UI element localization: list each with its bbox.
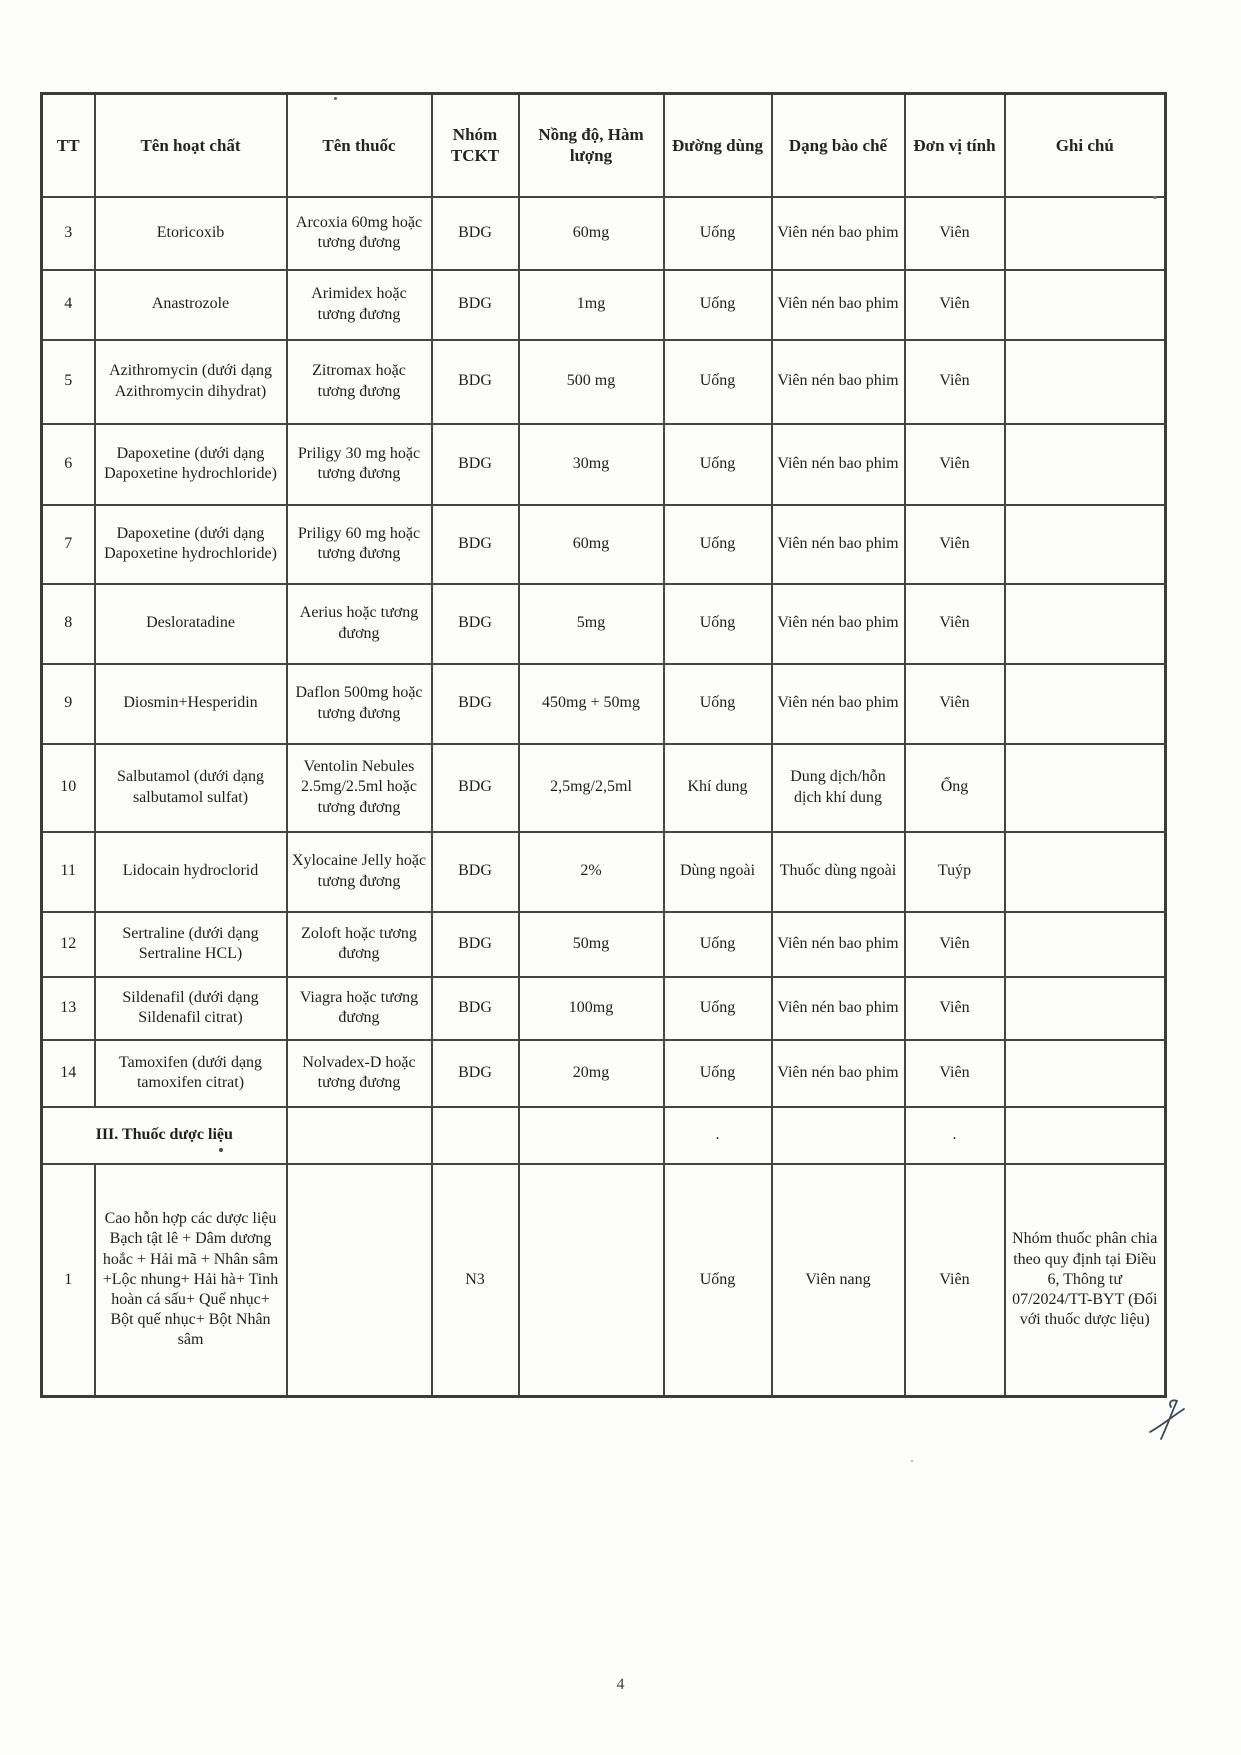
cell-ghi_chu [1005,664,1166,744]
cell-don_vi: Viên [905,584,1005,664]
cell-bao_che: Viên nén bao phim [772,1040,905,1107]
cell-tt: 3 [42,197,95,270]
cell-nhom: BDG [432,424,519,505]
cell-nong_do: 30mg [519,424,664,505]
table-row [42,584,1166,664]
cell-nong_do [519,1164,664,1397]
cell-don_vi: Tuýp [905,832,1005,912]
cell-bao_che: Viên nén bao phim [772,912,905,977]
cell-ten_thuoc: Arimidex hoặc tương đương [287,270,432,340]
cell-ten_thuoc [287,1164,432,1397]
cell-tt: 13 [42,977,95,1040]
table-row [42,1040,1166,1107]
cell-nhom: BDG [432,584,519,664]
cell-nhom: BDG [432,744,519,832]
table-row [42,505,1166,584]
cell-bao_che [772,1107,905,1164]
cell-tt: 5 [42,340,95,424]
cell-bao_che: Viên nang [772,1164,905,1397]
cell-ghi_chu: Nhóm thuốc phân chia theo quy định tại Điều 6, Thông tư 07/2024/TT-BYT (Đối với thuốc dược liệu) [1005,1164,1166,1397]
cell-don_vi: Viên [905,270,1005,340]
cell-duong_dung: Uống [664,197,772,270]
cell-hoat_chat: Lidocain hydroclorid [95,832,287,912]
cell-ghi_chu [1005,1107,1166,1164]
cell-ghi_chu [1005,197,1166,270]
cell-don_vi: Viên [905,340,1005,424]
cell-nong_do: 500 mg [519,340,664,424]
cell-nong_do: 20mg [519,1040,664,1107]
cell-don_vi: Viên [905,1040,1005,1107]
cell-bao_che: Viên nén bao phim [772,505,905,584]
cell-ghi_chu [1005,424,1166,505]
column-header-bao_che: Dạng bào chế [772,94,905,197]
cell-ten_thuoc: Xylocaine Jelly hoặc tương đương [287,832,432,912]
header-row [42,94,1166,197]
cell-ghi_chu [1005,505,1166,584]
scan-speck [911,1460,913,1462]
cell-nhom: BDG [432,912,519,977]
cell-tt: 9 [42,664,95,744]
cell-tt: 1 [42,1164,95,1397]
cell-duong_dung: Uống [664,664,772,744]
table-row [42,832,1166,912]
cell-don_vi: Viên [905,977,1005,1040]
cell-nhom: BDG [432,977,519,1040]
cell-duong_dung: Uống [664,340,772,424]
cell-bao_che: Dung dịch/hỗn dịch khí dung [772,744,905,832]
cell-don_vi: Ống [905,744,1005,832]
cell-tt: 14 [42,1040,95,1107]
cell-tt: 4 [42,270,95,340]
cell-tt: 12 [42,912,95,977]
column-header-duong_dung: Đường dùng [664,94,772,197]
cell-hoat_chat: Desloratadine [95,584,287,664]
page-number: 4 [616,1676,625,1693]
cell-nong_do: 1mg [519,270,664,340]
cell-ghi_chu [1005,584,1166,664]
cell-bao_che: Viên nén bao phim [772,270,905,340]
cell-bao_che: Viên nén bao phim [772,424,905,505]
cell-nhom: BDG [432,270,519,340]
cell-tt: 10 [42,744,95,832]
cell-don_vi: Viên [905,505,1005,584]
table-row [42,197,1166,270]
cell-section-label: III. Thuốc dược liệu [42,1107,287,1164]
cell-nong_do: 5mg [519,584,664,664]
cell-nhom: BDG [432,340,519,424]
cell-ten_thuoc: Zitromax hoặc tương đương [287,340,432,424]
cell-nong_do: 60mg [519,505,664,584]
cell-ghi_chu [1005,340,1166,424]
cell-bao_che: Viên nén bao phim [772,584,905,664]
cell-tt: 7 [42,505,95,584]
table-header [42,94,1166,197]
table-row [42,424,1166,505]
scan-speck [1153,196,1157,199]
cell-hoat_chat: Cao hỗn hợp các dược liệu Bạch tật lê + Dâm dương hoắc + Hải mã + Nhân sâm +Lộc nhung+ Hải hà+ Tinh hoàn cá sấu+ Quế nhục+ Bột quế nhục+ Bột Nhân sâm [95,1164,287,1397]
cell-tt: 8 [42,584,95,664]
table-row [42,912,1166,977]
cell-nong_do: 450mg + 50mg [519,664,664,744]
column-header-tt: TT [42,94,95,197]
drug-table [40,92,1167,1398]
table-row [42,664,1166,744]
cell-duong_dung: Uống [664,584,772,664]
cell-ghi_chu [1005,832,1166,912]
cell-ten_thuoc: Arcoxia 60mg hoặc tương đương [287,197,432,270]
cell-nhom: BDG [432,832,519,912]
cell-nong_do: 100mg [519,977,664,1040]
column-header-ghi_chu: Ghi chú [1005,94,1166,197]
cell-duong_dung: Dùng ngoài [664,832,772,912]
cell-duong_dung: Uống [664,1040,772,1107]
cell-ghi_chu [1005,977,1166,1040]
cell-don_vi: Viên [905,912,1005,977]
cell-ten_thuoc: Ventolin Nebules 2.5mg/2.5ml hoặc tương đương [287,744,432,832]
cell-hoat_chat: Diosmin+Hesperidin [95,664,287,744]
cell-ten_thuoc: Priligy 60 mg hoặc tương đương [287,505,432,584]
cell-nhom: BDG [432,505,519,584]
cell-duong_dung: Uống [664,270,772,340]
cell-bao_che: Viên nén bao phim [772,197,905,270]
cell-hoat_chat: Anastrozole [95,270,287,340]
cell-nong_do: 60mg [519,197,664,270]
cell-duong_dung: Khí dung [664,744,772,832]
cell-duong_dung: . [664,1107,772,1164]
table-row [42,744,1166,832]
cell-don_vi: Viên [905,424,1005,505]
cell-hoat_chat: Sildenafil (dưới dạng Sildenafil citrat) [95,977,287,1040]
cell-don_vi: Viên [905,197,1005,270]
cell-nong_do: 2,5mg/2,5ml [519,744,664,832]
cell-bao_che: Viên nén bao phim [772,664,905,744]
cell-hoat_chat: Salbutamol (dưới dạng salbutamol sulfat) [95,744,287,832]
cell-hoat_chat: Tamoxifen (dưới dạng tamoxifen citrat) [95,1040,287,1107]
cell-nhom: BDG [432,197,519,270]
cell-hoat_chat: Azithromycin (dưới dạng Azithromycin dihydrat) [95,340,287,424]
cell-duong_dung: Uống [664,912,772,977]
cell-don_vi: Viên [905,1164,1005,1397]
table-row [42,340,1166,424]
cell-ghi_chu [1005,744,1166,832]
column-header-hoat_chat: Tên hoạt chất [95,94,287,197]
column-header-don_vi: Đơn vị tính [905,94,1005,197]
cell-duong_dung: Uống [664,424,772,505]
cell-tt: 11 [42,832,95,912]
cell-nhom: BDG [432,1040,519,1107]
cell-hoat_chat: Sertraline (dưới dạng Sertraline HCL) [95,912,287,977]
cell-bao_che: Thuốc dùng ngoài [772,832,905,912]
handwritten-mark [1146,1396,1188,1444]
scan-speck [219,1148,223,1152]
cell-hoat_chat: Dapoxetine (dưới dạng Dapoxetine hydrochloride) [95,505,287,584]
column-header-nong_do: Nồng độ, Hàm lượng [519,94,664,197]
cell-don_vi: Viên [905,664,1005,744]
cell-ten_thuoc: Zoloft hoặc tương đương [287,912,432,977]
cell-ten_thuoc: Daflon 500mg hoặc tương đương [287,664,432,744]
cell-ten_thuoc [287,1107,432,1164]
cell-tt: 6 [42,424,95,505]
cell-nong_do [519,1107,664,1164]
cell-duong_dung: Uống [664,977,772,1040]
cell-don_vi: . [905,1107,1005,1164]
cell-ghi_chu [1005,912,1166,977]
table-row [42,977,1166,1040]
cell-ten_thuoc: Priligy 30 mg hoặc tương đương [287,424,432,505]
cell-hoat_chat: Dapoxetine (dưới dạng Dapoxetine hydrochloride) [95,424,287,505]
cell-ten_thuoc: Aerius hoặc tương đương [287,584,432,664]
cell-ten_thuoc: Viagra hoặc tương đương [287,977,432,1040]
table-row [42,1164,1166,1397]
cell-nong_do: 2% [519,832,664,912]
cell-nhom [432,1107,519,1164]
cell-hoat_chat: Etoricoxib [95,197,287,270]
cell-ten_thuoc: Nolvadex-D hoặc tương đương [287,1040,432,1107]
cell-ghi_chu [1005,270,1166,340]
cell-ghi_chu [1005,1040,1166,1107]
column-header-ten_thuoc: Tên thuốc [287,94,432,197]
table-body [42,197,1166,1397]
cell-nong_do: 50mg [519,912,664,977]
table-row [42,270,1166,340]
cell-bao_che: Viên nén bao phim [772,340,905,424]
cell-nhom: BDG [432,664,519,744]
column-header-nhom: Nhóm TCKT [432,94,519,197]
section-row [42,1107,1166,1164]
scan-speck [334,97,337,100]
cell-duong_dung: Uống [664,1164,772,1397]
cell-duong_dung: Uống [664,505,772,584]
cell-bao_che: Viên nén bao phim [772,977,905,1040]
cell-nhom: N3 [432,1164,519,1397]
